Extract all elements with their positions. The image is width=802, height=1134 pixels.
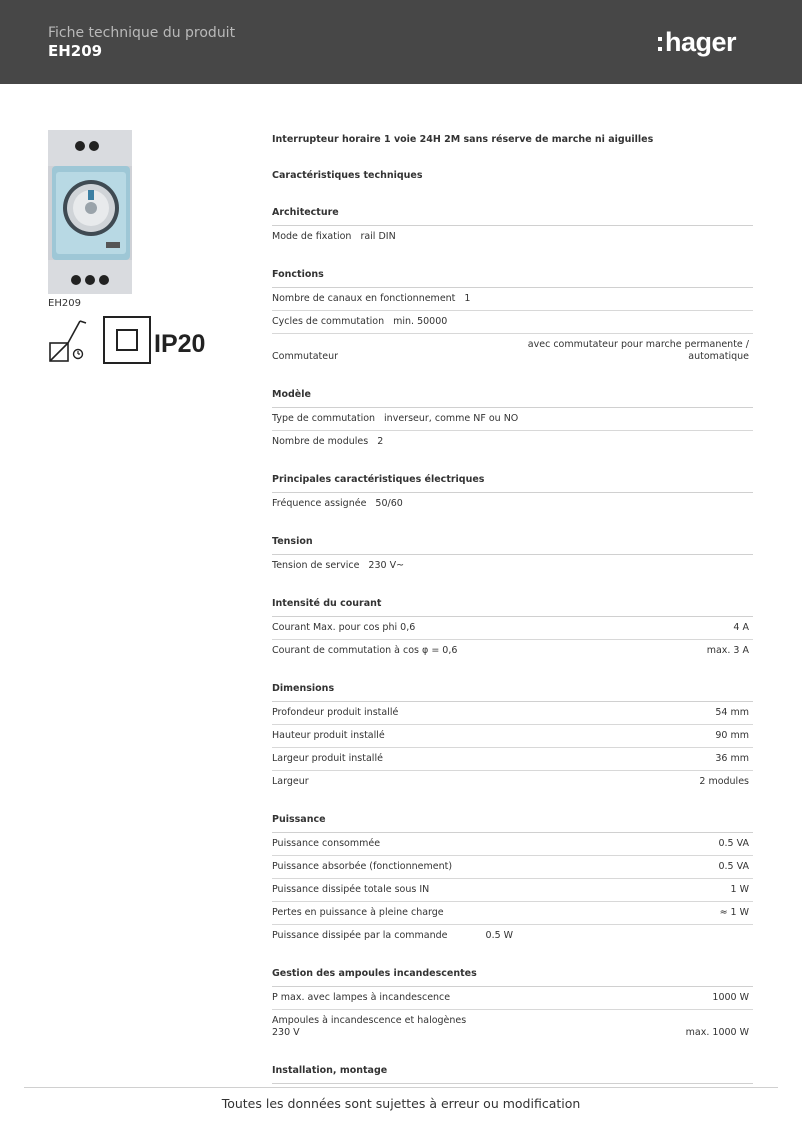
section-title: Fonctions [272, 265, 753, 288]
product-image [48, 130, 132, 294]
spec-sections [272, 203, 753, 1084]
logo-dots-icon [658, 37, 662, 51]
spec-value: 0.5 W [485, 930, 514, 941]
spec-row [272, 334, 753, 368]
spec-label: Nombre de modules [272, 436, 369, 447]
spec-row [272, 833, 753, 856]
spec-row [272, 288, 753, 311]
hager-logo [658, 24, 736, 60]
section-rows [272, 288, 753, 368]
spec-label: Cycles de commutation [272, 316, 385, 327]
spec-label: Type de commutation [272, 413, 376, 424]
section-title: Dimensions [272, 679, 753, 702]
spec-label: Largeur produit installé [272, 753, 383, 764]
spec-label: Commutateur [272, 351, 339, 362]
spec-value: 1000 W [712, 992, 749, 1003]
spec-label: Puissance absorbée (fonctionnement) [272, 861, 453, 872]
product-caption: EH209 [48, 298, 81, 309]
spec-value: min. 50000 [393, 316, 448, 327]
product-title: Interrupteur horaire 1 voie 24H 2M sans réserve de marche ni aiguilles [272, 134, 654, 145]
section-title: Gestion des ampoules incandescentes [272, 964, 753, 987]
section-rows [272, 493, 753, 515]
spec-row [272, 748, 753, 771]
spec-value: 36 mm [715, 753, 749, 764]
disclaimer: Toutes les données sont sujettes à erreur ou modification [221, 1096, 581, 1111]
section-rows [272, 408, 753, 453]
spec-value: 1 [464, 293, 471, 304]
section-title: Installation, montage [272, 1061, 753, 1084]
spec-value: 90 mm [715, 730, 749, 741]
section-rows [272, 833, 753, 947]
spec-value: ≈ 1 W [719, 907, 749, 918]
spec-row [272, 617, 753, 640]
spec-label: Courant Max. pour cos phi 0,6 [272, 622, 416, 633]
section-title: Intensité du courant [272, 594, 753, 617]
spec-row [272, 493, 753, 515]
spec-row [272, 1010, 753, 1044]
spec-value: inverseur, comme NF ou NO [384, 413, 519, 424]
section-title: Modèle [272, 385, 753, 408]
section-title: Architecture [272, 203, 753, 226]
spec-label: Puissance dissipée totale sous IN [272, 884, 430, 895]
specs-heading: Caractéristiques techniques [272, 170, 423, 181]
spec-label: Puissance dissipée par la commande [272, 930, 448, 941]
spec-label: Mode de fixation [272, 231, 352, 242]
double-insulation-icon [104, 317, 150, 363]
section-rows [272, 702, 753, 793]
spec-value: 230 V~ [368, 560, 405, 571]
spec-value: 1 W [730, 884, 749, 895]
spec-row [272, 771, 753, 793]
section-rows [272, 555, 753, 577]
ip-rating-label: IP20 [154, 330, 206, 358]
spec-value: max. 1000 W [685, 1027, 749, 1038]
spec-value: 54 mm [715, 707, 749, 718]
spec-value: 0.5 VA [718, 838, 749, 849]
spec-label: Profondeur produit installé [272, 707, 399, 718]
logo-wordmark: hager [665, 26, 737, 57]
spec-label: Nombre de canaux en fonctionnement [272, 293, 456, 304]
spec-value: 4 A [733, 622, 749, 633]
spec-value: 2 [377, 436, 384, 447]
document-type: Fiche technique du produit [48, 25, 236, 41]
spec-label: Tension de service [272, 560, 360, 571]
spec-value: rail DIN [360, 231, 396, 242]
spec-row [272, 925, 753, 947]
spec-row [272, 725, 753, 748]
spec-label: Hauteur produit installé [272, 730, 385, 741]
spec-value: avec commutateur pour marche permanente / automatique [527, 339, 749, 362]
spec-value: max. 3 A [706, 645, 749, 656]
product-code: EH209 [48, 42, 103, 60]
section-title: Puissance [272, 810, 753, 833]
spec-row [272, 856, 753, 879]
section-title: Principales caractéristiques électriques [272, 470, 753, 493]
section-rows [272, 617, 753, 662]
section-rows [272, 226, 753, 248]
spec-value: 0.5 VA [718, 861, 749, 872]
spec-row [272, 987, 753, 1010]
spec-row [272, 879, 753, 902]
section-rows [272, 987, 753, 1044]
spec-row [272, 902, 753, 925]
din-timer-icon [50, 321, 86, 361]
spec-row [272, 226, 753, 248]
footer-divider [24, 1087, 778, 1088]
spec-sheet [272, 130, 753, 1084]
spec-value: 50/60 [375, 498, 403, 509]
spec-label: Pertes en puissance à pleine charge [272, 907, 444, 918]
page-header [0, 0, 802, 84]
spec-row [272, 640, 753, 662]
spec-label: Ampoules à incandescence et halogènes 230 V [272, 1015, 467, 1038]
spec-row [272, 431, 753, 453]
spec-label: P max. avec lampes à incandescence [272, 992, 451, 1003]
certification-icons [48, 315, 218, 367]
spec-row [272, 702, 753, 725]
spec-label: Courant de commutation à cos φ = 0,6 [272, 645, 458, 656]
spec-row [272, 408, 753, 431]
spec-row [272, 311, 753, 334]
spec-label: Fréquence assignée [272, 498, 367, 509]
spec-label: Puissance consommée [272, 838, 381, 849]
spec-label: Largeur [272, 776, 309, 787]
section-title: Tension [272, 532, 753, 555]
spec-row [272, 555, 753, 577]
spec-value: 2 modules [699, 776, 749, 787]
